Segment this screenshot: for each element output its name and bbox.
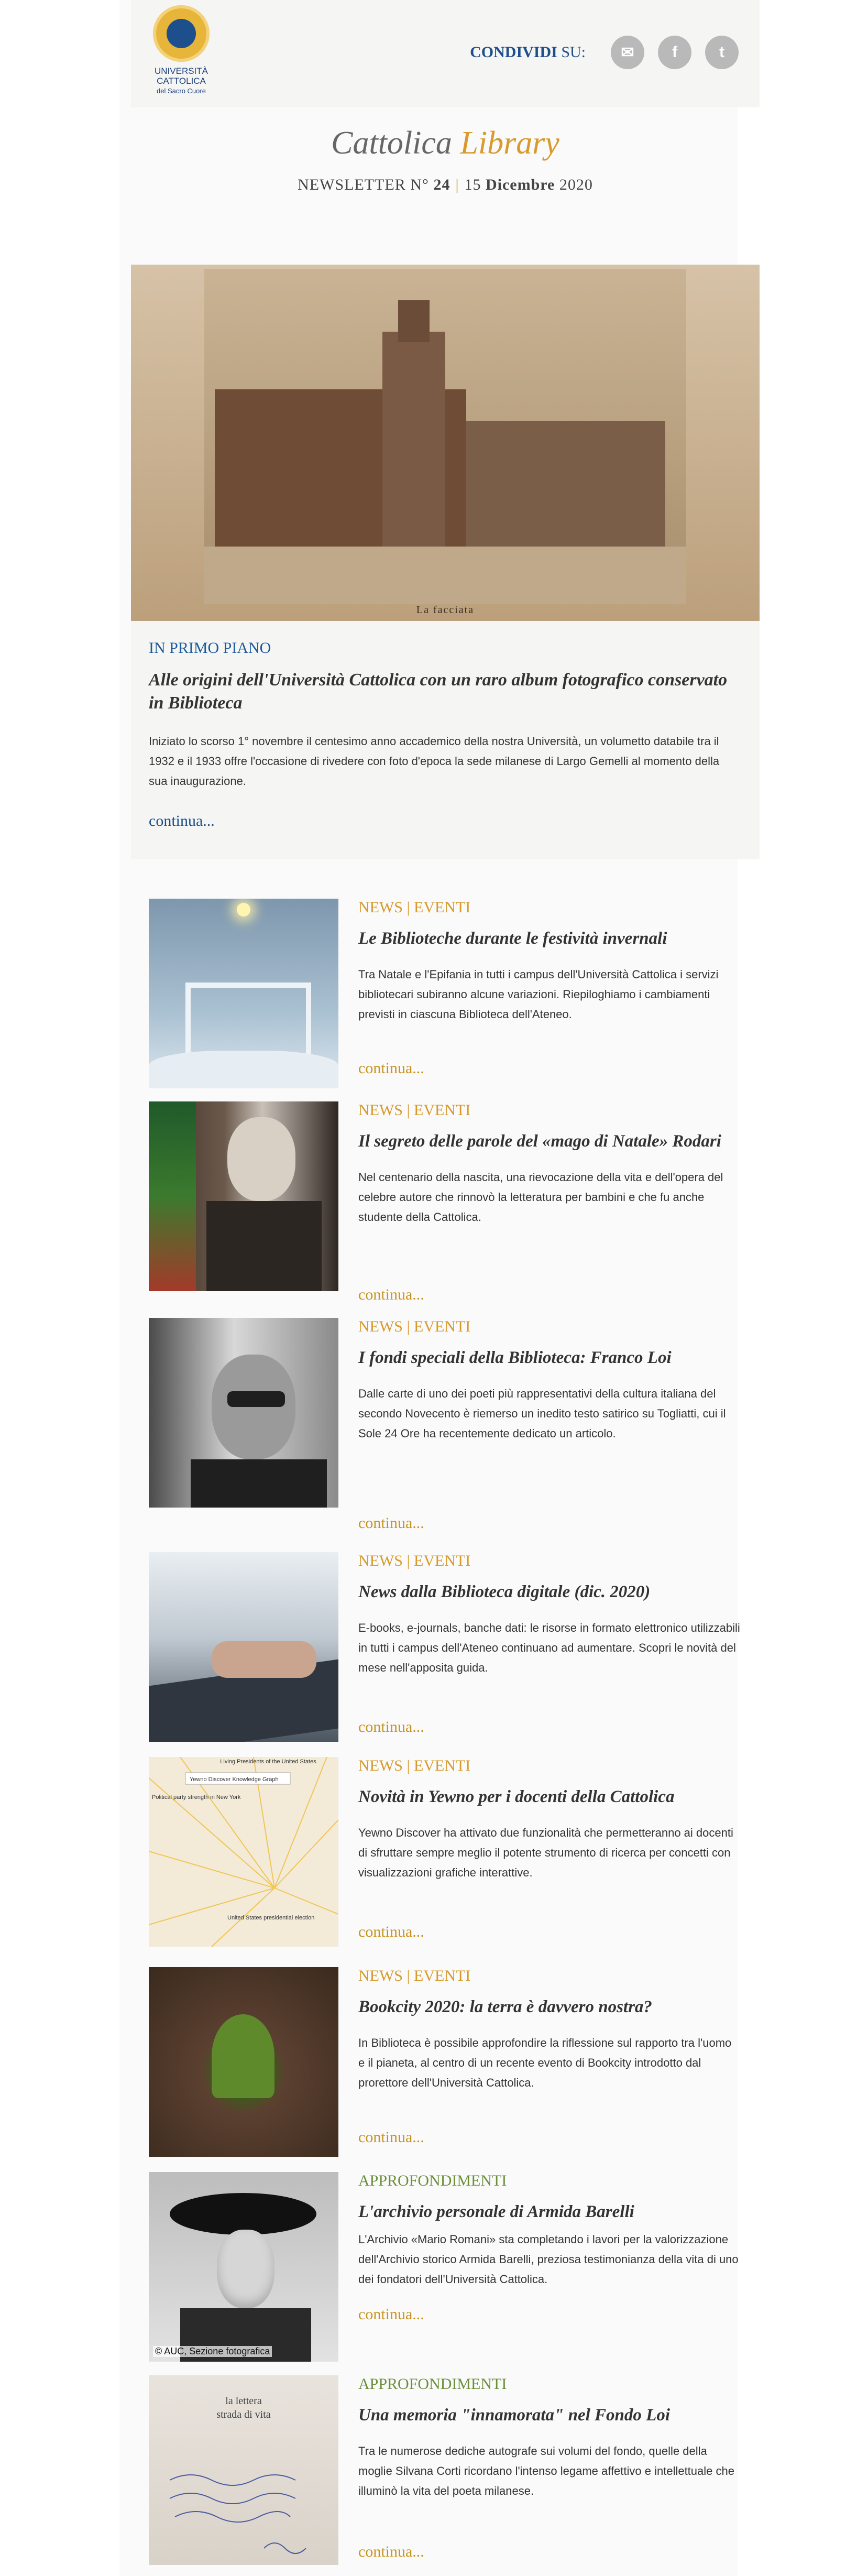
article-text — [358, 1552, 741, 1678]
article-headline[interactable]: Il segreto delle parole del «mago di Natale» Rodari — [358, 1132, 721, 1151]
article-text — [358, 1101, 741, 1227]
courtyard — [204, 547, 686, 604]
handwriting-signature — [149, 2375, 338, 2565]
article-category: NEWS | EVENTI — [358, 899, 471, 916]
issue-month: Dicembre — [485, 176, 555, 193]
yewno-label-3: Political party strength in New York — [152, 1794, 241, 1800]
article-body: In Biblioteca è possibile approfondire la riflessione sul rapporto tra l'uomo e il pianeta, al centro di un recente evento di Bookcity introdotto dal prorettore dell'Università Cattolica. — [358, 2036, 732, 2089]
article-text — [358, 1757, 741, 1883]
hero-more-link[interactable]: continua... — [149, 812, 215, 829]
issue-day: 15 — [464, 176, 486, 193]
article-text — [358, 1967, 741, 2093]
yewno-label-4: United States presidential election — [227, 1915, 315, 1921]
article-body: Yewno Discover ha attivato due funzionalità che permetteranno ai docenti di sfruttare sempre meglio il potente strumento di ricerca per concetti con visualizzazioni grafiche interattive. — [358, 1826, 733, 1879]
article-category: NEWS | EVENTI — [358, 1967, 471, 1984]
article-image-yewno[interactable] — [149, 1757, 338, 1947]
stable-shape — [185, 983, 311, 1061]
article-more-link[interactable]: continua... — [358, 1286, 424, 1303]
article-category: NEWS | EVENTI — [358, 1552, 471, 1569]
article-category: NEWS | EVENTI — [358, 1101, 471, 1119]
share-label-bold: CONDIVIDI — [470, 43, 557, 61]
article-more-link[interactable]: continua... — [358, 2306, 424, 2323]
newsletter-header — [131, 0, 760, 107]
portrait-face — [212, 1355, 295, 1459]
university-seal-icon — [153, 5, 210, 62]
hero-headline[interactable]: Alle origini dell'Università Cattolica con un raro album fotografico conservato in Biblioteca — [149, 670, 728, 713]
university-logo[interactable] — [150, 5, 213, 102]
hero-body: Iniziato lo scorso 1° novembre il centesimo anno accademico della nostra Università, un volumetto databile tra il 1932 e il 1933 offre l'occasione di rivedere con foto d'epoca la sede milanese di Largo Gemelli al momento della sua inaugurazione. — [149, 735, 720, 788]
plant-leaves — [212, 2014, 274, 2098]
article-headline[interactable]: Una memoria "innamorata" nel Fondo Loi — [358, 2406, 670, 2425]
hands — [212, 1641, 316, 1678]
article-category: APPROFONDIMENTI — [358, 2172, 507, 2189]
portrait-face — [227, 1117, 295, 1201]
article-text — [358, 1318, 741, 1444]
issue-number: 24 — [433, 176, 451, 193]
building-right — [466, 421, 665, 547]
article-more-link[interactable]: continua... — [358, 1060, 424, 1077]
article-more-link[interactable]: continua... — [358, 1923, 424, 1940]
article-text — [358, 2172, 741, 2289]
article-category: NEWS | EVENTI — [358, 1318, 471, 1335]
article-image-loi[interactable] — [149, 1318, 338, 1508]
yewno-label-2: Yewno Discover Knowledge Graph — [190, 1776, 279, 1783]
issue-line — [131, 176, 760, 194]
dedication-title-2: strada di vita — [216, 2409, 271, 2420]
article-headline[interactable]: L'archivio personale di Armida Barelli — [358, 2202, 634, 2221]
yewno-label-1: Living Presidents of the United States — [220, 1759, 316, 1765]
newsletter-title — [131, 125, 760, 162]
yewno-graph — [149, 1757, 338, 1947]
featured-article — [131, 265, 760, 859]
portrait-body — [206, 1201, 322, 1291]
article-headline[interactable]: I fondi speciali della Biblioteca: Franco Loi — [358, 1348, 672, 1367]
article-image-nativity[interactable] — [149, 899, 338, 1088]
issue-separator: | — [455, 176, 459, 193]
logo-line-3: del Sacro Cuore — [157, 87, 206, 95]
snow-ground — [149, 1051, 338, 1088]
twitter-icon[interactable]: t — [705, 36, 739, 69]
photo-caption: La facciata — [416, 604, 475, 616]
sunglasses — [227, 1391, 285, 1407]
hero-category: IN PRIMO PIANO — [149, 639, 271, 657]
article-body: L'Archivio «Mario Romani» sta completando i lavori per la valorizzazione dell'Archivio storico Armida Barelli, preziosa testimonianza della vita di uno dei fondatori dell'Università Cattolica. — [358, 2233, 739, 2286]
issue-year: 2020 — [555, 176, 593, 193]
article-text — [358, 899, 741, 1024]
article-text — [358, 2375, 741, 2501]
article-headline[interactable]: Bookcity 2020: la terra è davvero nostra? — [358, 1998, 652, 2016]
article-more-link[interactable]: continua... — [358, 2543, 424, 2560]
article-body: Tra Natale e l'Epifania in tutti i campus dell'Università Cattolica i servizi bibliotecari subiranno alcune variazioni. Riepiloghiamo i cambiamenti previsti in ciascuna Biblioteca dell'Ateneo. — [358, 968, 719, 1021]
article-headline[interactable]: Novità in Yewno per i docenti della Cattolica — [358, 1787, 675, 1806]
article-image-laptop[interactable] — [149, 1552, 338, 1742]
title-main: Cattolica — [331, 125, 460, 161]
title-divider — [288, 215, 602, 224]
christmas-tree — [149, 1101, 196, 1291]
article-image-dedication[interactable] — [149, 2375, 338, 2565]
portrait-body — [191, 1459, 327, 1508]
article-more-link[interactable]: continua... — [358, 2129, 424, 2146]
star-icon — [237, 903, 250, 916]
article-body: E-books, e-journals, banche dati: le risorse in formato elettronico utilizzabili in tutti i campus dell'Ateneo continuano ad aumentare. Scopri le novità del mese nell'apposita guida. — [358, 1621, 740, 1674]
building-tower — [382, 332, 445, 547]
facade-photo — [204, 269, 686, 604]
logo-text — [150, 66, 213, 96]
hero-text — [149, 639, 741, 830]
logo-line-2: CATTOLICA — [157, 76, 206, 86]
article-body: Nel centenario della nascita, una rievocazione della vita e dell'opera del celebre autore che rinnovò la letteratura per bambini e che fu anche studente della Cattolica. — [358, 1171, 723, 1224]
article-image-plant[interactable] — [149, 1967, 338, 2157]
building-bell — [398, 300, 430, 342]
article-category: NEWS | EVENTI — [358, 1757, 471, 1774]
image-credit: © AUC, Sezione fotografica — [153, 2346, 272, 2357]
article-image-barelli[interactable] — [149, 2172, 338, 2362]
article-body: Dalle carte di uno dei poeti più rappresentativi della cultura italiana del secondo Novecento è riemerso un inedito testo satirico su Togliatti, cui il Sole 24 Ore ha recentemente dedicato un articolo. — [358, 1387, 726, 1440]
article-image-rodari[interactable] — [149, 1101, 338, 1291]
share-label-rest: SU: — [557, 43, 586, 61]
dedication-title-1: la lettera — [225, 2395, 262, 2407]
article-headline[interactable]: Le Biblioteche durante le festività invernali — [358, 929, 667, 948]
mail-icon[interactable]: ✉ — [611, 36, 644, 69]
facebook-icon[interactable]: f — [658, 36, 691, 69]
hat — [170, 2193, 316, 2235]
share-label — [470, 43, 586, 61]
logo-line-1: UNIVERSITÀ — [154, 66, 208, 76]
title-accent: Library — [460, 125, 559, 161]
article-headline[interactable]: News dalla Biblioteca digitale (dic. 2020) — [358, 1582, 651, 1601]
article-body: Tra le numerose dediche autografe sui volumi del fondo, quelle della moglie Silvana Corti ricordano l'intenso legame affettivo e intellettuale che illuminò la vita del poeta milanese. — [358, 2444, 734, 2497]
issue-prefix: NEWSLETTER N° — [298, 176, 434, 193]
share-bar — [470, 36, 739, 69]
article-category: APPROFONDIMENTI — [358, 2375, 507, 2393]
article-more-link[interactable]: continua... — [358, 1514, 424, 1532]
portrait-face — [217, 2230, 274, 2308]
hero-image[interactable] — [131, 265, 760, 621]
article-more-link[interactable]: continua... — [358, 1718, 424, 1735]
